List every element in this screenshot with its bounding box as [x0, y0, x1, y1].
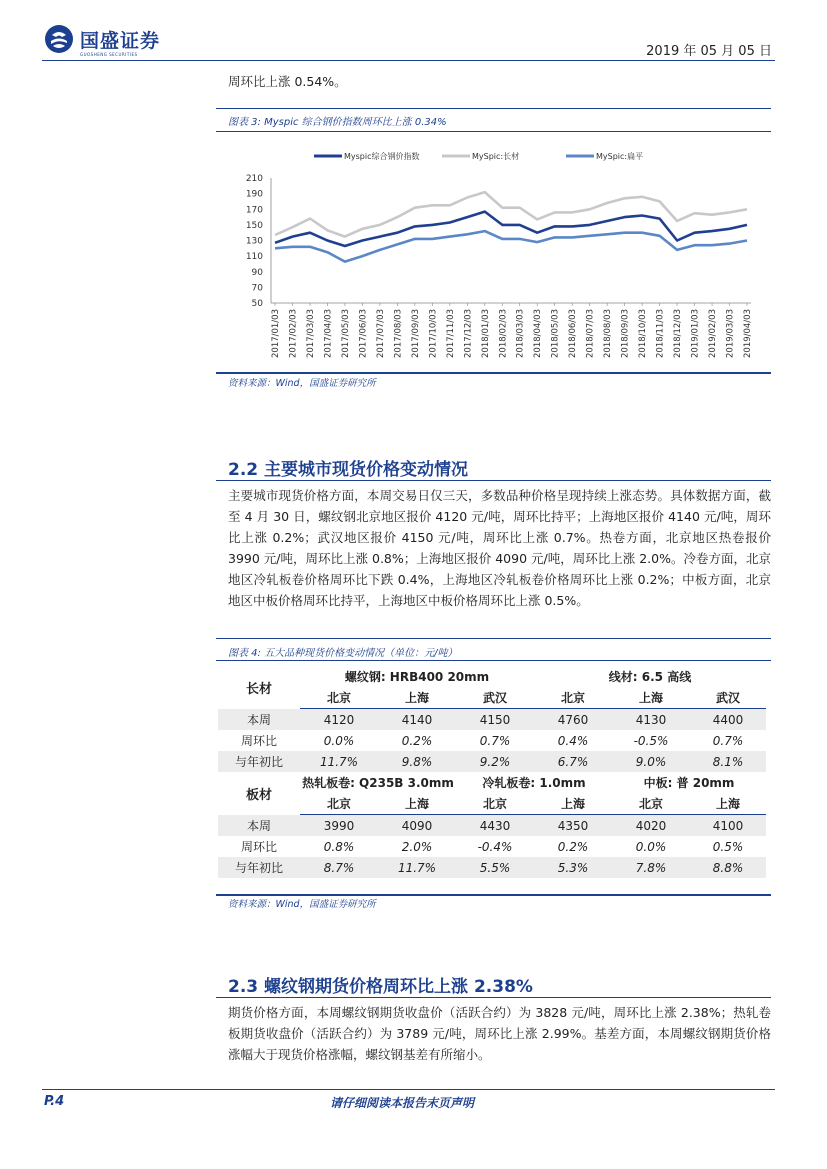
city-cell: 北京	[612, 793, 690, 815]
figure4-source: 资料来源：Wind，国盛证券研究所	[228, 899, 376, 910]
legend-label: MySpic:扁平	[596, 152, 644, 161]
table-cell: 0.7%	[479, 733, 511, 748]
header-divider	[42, 60, 775, 61]
table-cell: 4130	[612, 709, 690, 731]
guosheng-logo-icon	[44, 24, 74, 54]
row-label: 与年初比	[218, 751, 300, 772]
table-cell: 0.2%	[557, 839, 589, 854]
myspic-line-chart	[216, 138, 771, 370]
table-cell: 0.4%	[557, 733, 589, 748]
section-2-3-rule	[216, 997, 771, 998]
city-cell: 北京	[300, 687, 378, 709]
x-tick-label: 2017/08/03	[393, 309, 404, 358]
table-cell: 11.7%	[300, 751, 378, 772]
table-cell: -0.5%	[633, 733, 669, 748]
city-cell: 上海	[534, 793, 612, 815]
long-group-label: 长材	[245, 681, 272, 697]
table-row	[218, 857, 766, 878]
table-cell: 9.8%	[378, 751, 456, 772]
x-tick-label: 2018/09/03	[620, 309, 631, 358]
city-cell: 北京	[456, 793, 534, 815]
figure4-top-rule	[216, 638, 771, 639]
row-label: 与年初比	[218, 857, 300, 878]
figure4-caption: 图表 4: 五大品种现货价格变动情况（单位：元/吨）	[228, 648, 458, 659]
table-row	[218, 815, 766, 837]
x-tick-label: 2017/10/03	[428, 309, 439, 358]
flat-city-row	[218, 793, 766, 815]
hot-rolled-spec: 热轧板卷: Q235B 3.0mm	[302, 776, 454, 790]
city-cell: 北京	[300, 793, 378, 815]
city-cell: 武汉	[456, 687, 534, 709]
intro-line: 周环比上涨 0.54%。	[228, 74, 347, 89]
y-tick-label: 50	[251, 299, 263, 309]
company-sub: GUOSHENG SECURITIES	[80, 52, 138, 57]
section-2-2-paragraph: 主要城市现货价格方面，本周交易日仅三天，多数品种价格呈现持续上涨态势。具体数据方面，截至 4 月 30 日，螺纹钢北京地区报价 4120 元/吨，周环比持平；上海地区报价 4140 元/吨，周环比上涨 0.2%；武汉地区报价 4150 元/吨，周环比上涨 0.7%。热卷方面，北京地区热卷报价 3990 元/吨，周环比上涨 0.8%；上海地区报价 4090 元/吨，周环比上涨 2.0%。冷卷方面，北京地区冷轧板卷价格周环比下跌 0.4%，上海地区冷轧板卷价格周环比上涨 0.2%；中板方面，北京地区中板价格周环比持平，上海地区中板价格周环比上涨 0.5%。	[228, 488, 771, 608]
x-tick-label: 2018/06/03	[568, 309, 579, 358]
long-city-row	[218, 687, 766, 709]
price-table-wrapper	[218, 666, 766, 878]
figure3-caption-rule	[216, 131, 771, 132]
x-tick-label: 2017/12/03	[463, 309, 474, 358]
chart-y-axis	[246, 174, 271, 309]
x-tick-label: 2017/04/03	[323, 309, 334, 358]
x-tick-label: 2019/04/03	[743, 309, 753, 358]
page-number: P.4	[44, 1094, 65, 1109]
series-line	[275, 192, 747, 237]
x-tick-label: 2018/04/03	[533, 309, 544, 358]
row-label: 本周	[218, 709, 300, 731]
flat-header-row	[218, 772, 766, 793]
table-cell: 4400	[690, 709, 766, 731]
table-cell: 4150	[456, 709, 534, 731]
chart-x-axis	[271, 303, 753, 358]
table-cell: 5.3%	[534, 857, 612, 878]
table-cell: 8.8%	[690, 857, 766, 878]
long-header-row	[218, 666, 766, 687]
row-label: 周环比	[240, 734, 277, 748]
x-tick-label: 2017/05/03	[340, 309, 351, 358]
row-label: 周环比	[240, 840, 277, 854]
table-cell: 4760	[534, 709, 612, 731]
plate-spec: 中板: 普 20mm	[643, 776, 735, 790]
table-cell: 4430	[456, 815, 534, 837]
city-cell: 北京	[534, 687, 612, 709]
y-tick-label: 190	[245, 189, 263, 200]
x-tick-label: 2017/07/03	[375, 309, 386, 358]
figure3-caption: 图表 3: Myspic 综合钢价指数周环比上涨 0.34%	[228, 117, 447, 128]
city-cell: 上海	[378, 687, 456, 709]
table-cell: 5.5%	[456, 857, 534, 878]
x-tick-label: 2018/10/03	[638, 309, 649, 358]
table-cell: 11.7%	[378, 857, 456, 878]
city-cell: 上海	[690, 793, 766, 815]
y-tick-label: 210	[245, 174, 263, 184]
report-date: 2019 年 05 月 05 日	[646, 44, 772, 59]
table-cell: 9.2%	[456, 751, 534, 772]
table-cell: 0.5%	[712, 839, 744, 854]
city-cell: 上海	[612, 687, 690, 709]
footer-disclaimer: 请仔细阅读本报告末页声明	[330, 1096, 475, 1110]
x-tick-label: 2017/02/03	[288, 309, 299, 358]
cold-rolled-spec: 冷轧板卷: 1.0mm	[482, 776, 586, 790]
chart-legend	[314, 151, 643, 161]
city-cell: 上海	[378, 793, 456, 815]
x-tick-label: 2017/11/03	[445, 309, 456, 358]
x-tick-label: 2017/01/03	[271, 309, 281, 358]
x-tick-label: 2019/01/03	[690, 309, 701, 358]
table-cell: -0.4%	[477, 839, 513, 854]
y-tick-label: 170	[245, 205, 263, 216]
x-tick-label: 2018/02/03	[498, 309, 509, 358]
table-cell: 4120	[300, 709, 378, 731]
x-tick-label: 2017/09/03	[410, 309, 421, 358]
table-cell: 8.7%	[300, 857, 378, 878]
figure3-bottom-rule	[216, 372, 771, 374]
x-tick-label: 2018/11/03	[655, 309, 666, 358]
legend-label: MySpic:长材	[472, 152, 520, 161]
table-cell: 0.0%	[635, 839, 667, 854]
section-2-3-title: 2.3 螺纹钢期货价格周环比上涨 2.38%	[228, 977, 533, 997]
table-cell: 4350	[534, 815, 612, 837]
legend-label: Myspic综合钢价指数	[344, 152, 420, 161]
table-cell: 4100	[690, 815, 766, 837]
table-cell: 0.0%	[323, 733, 355, 748]
rebar-spec: 螺纹钢: HRB400 20mm	[344, 670, 490, 684]
table-row	[218, 730, 766, 751]
figure3-top-rule	[216, 108, 771, 109]
table-row	[218, 836, 766, 857]
price-table	[218, 666, 766, 878]
x-tick-label: 2018/01/03	[480, 309, 491, 358]
y-tick-label: 130	[245, 236, 263, 247]
x-tick-label: 2018/05/03	[550, 309, 561, 358]
table-cell: 6.7%	[534, 751, 612, 772]
flat-group-label: 板材	[245, 787, 272, 803]
table-row	[218, 751, 766, 772]
table-cell: 4140	[378, 709, 456, 731]
x-tick-label: 2019/03/03	[725, 309, 736, 358]
table-row	[218, 709, 766, 731]
city-cell: 武汉	[690, 687, 766, 709]
figure3-source: 资料来源：Wind，国盛证券研究所	[228, 378, 376, 389]
table-cell: 4090	[378, 815, 456, 837]
section-2-2-title: 2.2 主要城市现货价格变动情况	[228, 460, 469, 480]
series-line	[275, 212, 747, 246]
y-tick-label: 150	[245, 220, 263, 231]
x-tick-label: 2017/06/03	[358, 309, 369, 358]
company-name: 国盛证券	[80, 30, 161, 52]
table-cell: 0.8%	[323, 839, 355, 854]
section-2-2-rule	[216, 480, 771, 481]
row-label: 本周	[218, 815, 300, 837]
y-tick-label: 90	[251, 267, 263, 278]
table-cell: 2.0%	[401, 839, 433, 854]
chart-series	[275, 192, 747, 262]
x-tick-label: 2017/03/03	[305, 309, 316, 358]
y-tick-label: 70	[251, 283, 263, 294]
table-cell: 3990	[300, 815, 378, 837]
table-cell: 8.1%	[690, 751, 766, 772]
table-cell: 9.0%	[612, 751, 690, 772]
x-tick-label: 2018/12/03	[673, 309, 684, 358]
table-cell: 7.8%	[612, 857, 690, 878]
wire-spec: 线材: 6.5 高线	[608, 670, 692, 684]
footer-divider	[42, 1089, 775, 1090]
y-tick-label: 110	[245, 252, 263, 263]
table-cell: 4020	[612, 815, 690, 837]
section-2-3-paragraph: 期货价格方面，本周螺纹钢期货收盘价（活跃合约）为 3828 元/吨，周环比上涨 2.38%；热轧卷板期货收盘价（活跃合约）为 3789 元/吨，周环比上涨 2.99%。基差方面，本周螺纹钢期货价格涨幅大于现货价格涨幅，螺纹钢基差有所缩小。	[228, 1005, 771, 1062]
table-cell: 0.7%	[712, 733, 744, 748]
x-tick-label: 2019/02/03	[708, 309, 719, 358]
x-tick-label: 2018/07/03	[585, 309, 596, 358]
figure4-caption-rule	[216, 660, 771, 661]
x-tick-label: 2018/03/03	[515, 309, 526, 358]
table-cell: 0.2%	[401, 733, 433, 748]
x-tick-label: 2018/08/03	[603, 309, 614, 358]
